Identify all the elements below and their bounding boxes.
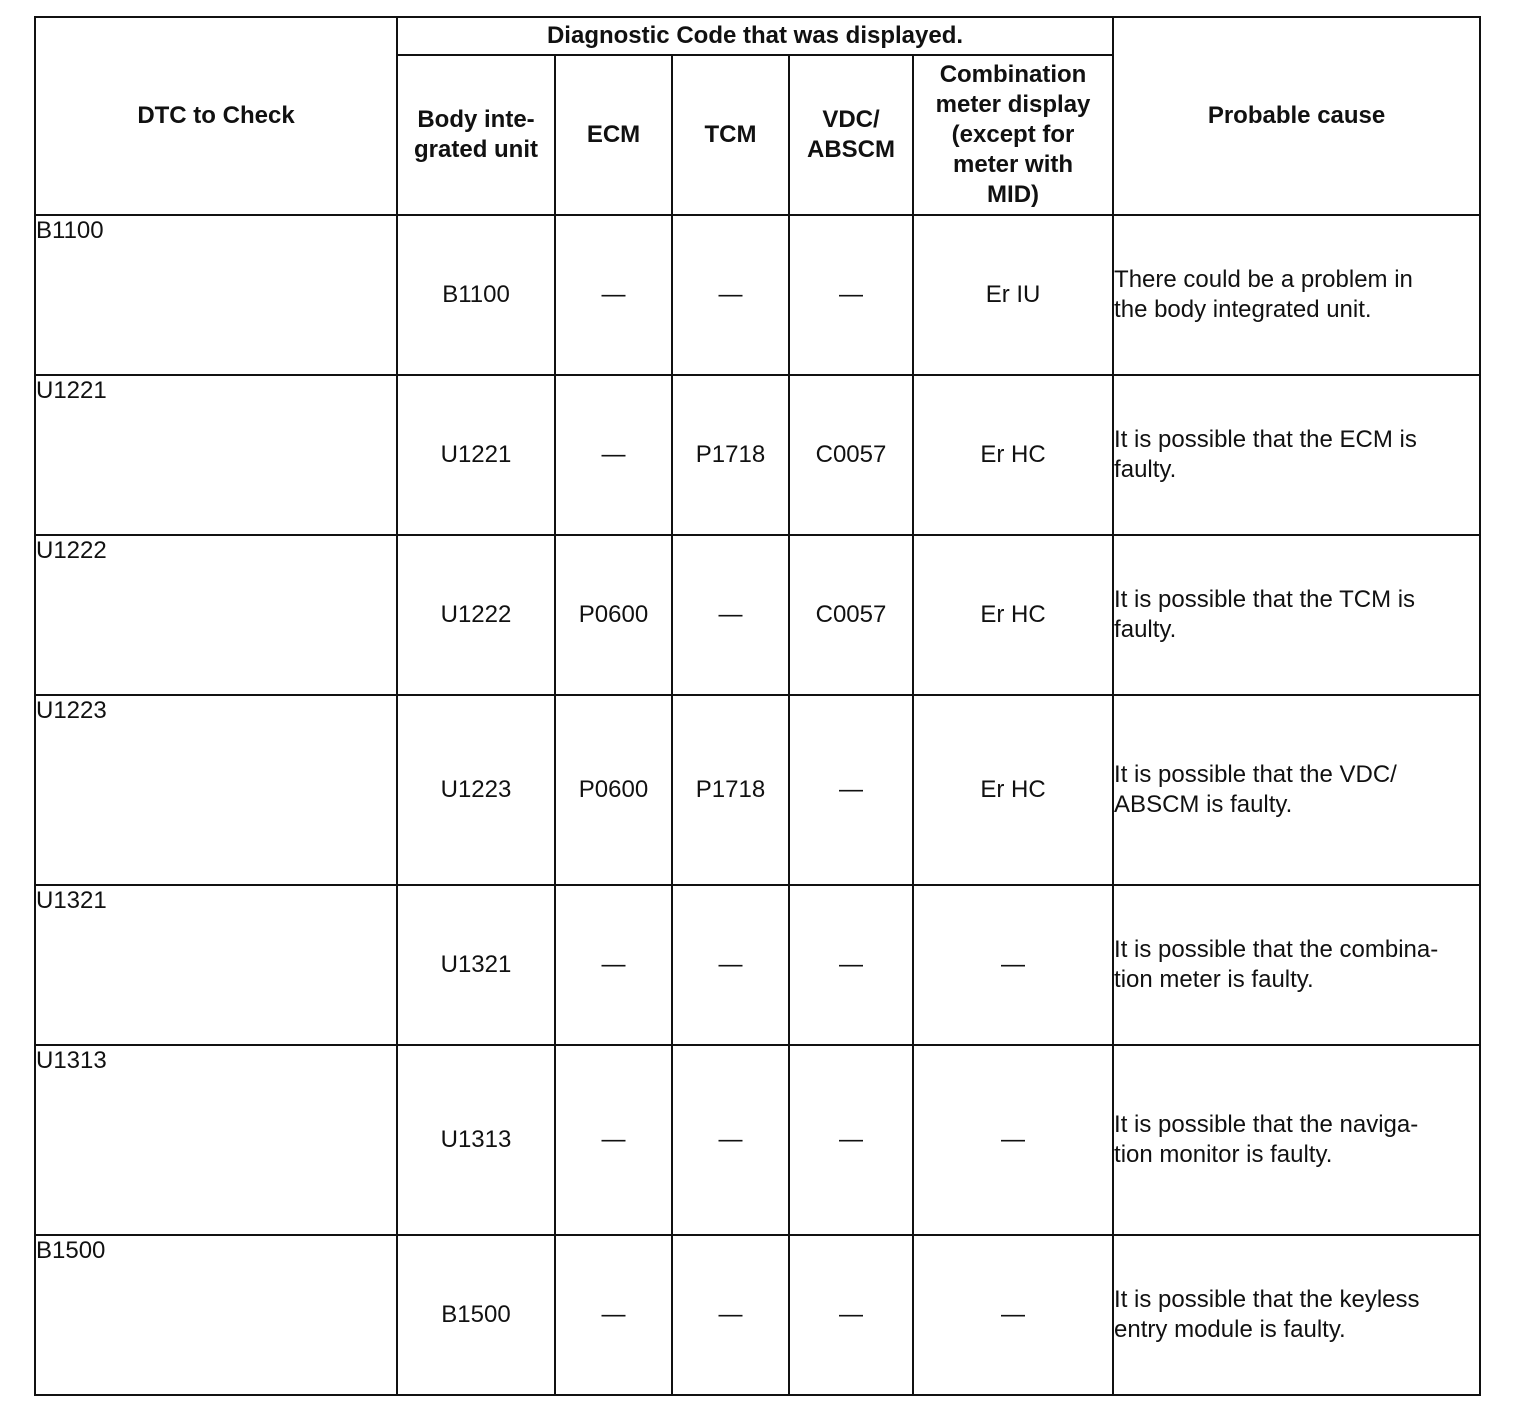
cell-ecm: — xyxy=(555,885,672,1045)
cell-tcm: — xyxy=(672,1235,789,1395)
cause-line: entry module is faulty. xyxy=(1114,1316,1346,1343)
cell-dtc-to-check: U1223 xyxy=(35,695,397,885)
cell-combination-meter: Er HC xyxy=(913,535,1113,695)
header-dtc-to-check: DTC to Check xyxy=(35,17,397,215)
cell-tcm: — xyxy=(672,535,789,695)
cell-combination-meter: — xyxy=(913,885,1113,1045)
cell-tcm: — xyxy=(672,1045,789,1235)
cause-line: faulty. xyxy=(1114,616,1177,643)
cell-ecm: P0600 xyxy=(555,695,672,885)
cell-vdc-abscm: C0057 xyxy=(789,375,913,535)
table-body xyxy=(35,215,1480,1395)
table-row xyxy=(35,215,1480,375)
cell-vdc-abscm: — xyxy=(789,215,913,375)
header-tcm: TCM xyxy=(672,55,789,215)
header-ecm: ECM xyxy=(555,55,672,215)
cell-body-integrated-unit: U1321 xyxy=(397,885,555,1045)
cause-line: It is possible that the VDC/ xyxy=(1114,761,1397,788)
table-header xyxy=(35,17,1480,215)
table-row xyxy=(35,1045,1480,1235)
cell-vdc-abscm: C0057 xyxy=(789,535,913,695)
header-line: MID) xyxy=(987,181,1040,208)
cell-vdc-abscm: — xyxy=(789,695,913,885)
header-line: Combination xyxy=(939,61,1087,88)
dtc-table xyxy=(34,16,1481,1396)
cell-probable-cause xyxy=(1113,695,1480,885)
cell-combination-meter: Er IU xyxy=(913,215,1113,375)
cause-line: It is possible that the naviga- xyxy=(1114,1111,1419,1138)
cell-vdc-abscm: — xyxy=(789,885,913,1045)
header-probable-cause: Probable cause xyxy=(1113,17,1480,215)
cause-line: tion monitor is faulty. xyxy=(1114,1141,1333,1168)
cell-ecm: P0600 xyxy=(555,535,672,695)
header-combination-meter-display xyxy=(913,55,1113,215)
cause-line: the body integrated unit. xyxy=(1114,296,1372,323)
cell-tcm: — xyxy=(672,885,789,1045)
cell-body-integrated-unit: U1222 xyxy=(397,535,555,695)
cell-probable-cause xyxy=(1113,1045,1480,1235)
cell-combination-meter: — xyxy=(913,1045,1113,1235)
header-line: VDC/ xyxy=(822,106,880,133)
cause-line: ABSCM is faulty. xyxy=(1114,791,1293,818)
cause-line: It is possible that the keyless xyxy=(1114,1286,1420,1313)
cell-ecm: — xyxy=(555,215,672,375)
table-row xyxy=(35,535,1480,695)
header-diagnostic-code-group: Diagnostic Code that was displayed. xyxy=(397,17,1113,55)
cell-probable-cause xyxy=(1113,1235,1480,1395)
cell-dtc-to-check: B1500 xyxy=(35,1235,397,1395)
cell-dtc-to-check: U1222 xyxy=(35,535,397,695)
header-line: (except for xyxy=(951,121,1075,148)
cause-line: faulty. xyxy=(1114,456,1177,483)
cause-line: It is possible that the ECM is xyxy=(1114,426,1417,453)
cell-probable-cause xyxy=(1113,535,1480,695)
cell-combination-meter: Er HC xyxy=(913,695,1113,885)
header-line: meter with xyxy=(953,151,1074,178)
cell-probable-cause xyxy=(1113,215,1480,375)
cell-dtc-to-check: U1313 xyxy=(35,1045,397,1235)
cell-probable-cause xyxy=(1113,885,1480,1045)
cell-probable-cause xyxy=(1113,375,1480,535)
cell-dtc-to-check: B1100 xyxy=(35,215,397,375)
header-line: meter display xyxy=(935,91,1091,118)
cell-tcm: P1718 xyxy=(672,375,789,535)
header-line: grated unit xyxy=(414,136,538,163)
cell-ecm: — xyxy=(555,375,672,535)
cell-body-integrated-unit: U1313 xyxy=(397,1045,555,1235)
cell-ecm: — xyxy=(555,1235,672,1395)
cell-tcm: — xyxy=(672,215,789,375)
table-row xyxy=(35,885,1480,1045)
cause-line: tion meter is faulty. xyxy=(1114,966,1314,993)
header-line: ABSCM xyxy=(807,136,895,163)
cell-ecm: — xyxy=(555,1045,672,1235)
table-row xyxy=(35,695,1480,885)
cell-vdc-abscm: — xyxy=(789,1235,913,1395)
cell-dtc-to-check: U1221 xyxy=(35,375,397,535)
header-vdc-abscm xyxy=(789,55,913,215)
cell-body-integrated-unit: U1223 xyxy=(397,695,555,885)
cell-dtc-to-check: U1321 xyxy=(35,885,397,1045)
table-row xyxy=(35,1235,1480,1395)
cell-body-integrated-unit: B1100 xyxy=(397,215,555,375)
cause-line: It is possible that the combina- xyxy=(1114,936,1439,963)
header-line: Body inte- xyxy=(417,106,535,133)
cell-combination-meter: — xyxy=(913,1235,1113,1395)
cause-line: It is possible that the TCM is xyxy=(1114,586,1416,613)
cell-body-integrated-unit: U1221 xyxy=(397,375,555,535)
header-row-group xyxy=(35,17,1480,55)
cell-vdc-abscm: — xyxy=(789,1045,913,1235)
cell-combination-meter: Er HC xyxy=(913,375,1113,535)
cause-line: There could be a problem in xyxy=(1114,266,1413,293)
cell-body-integrated-unit: B1500 xyxy=(397,1235,555,1395)
table-row xyxy=(35,375,1480,535)
cell-tcm: P1718 xyxy=(672,695,789,885)
header-body-integrated-unit xyxy=(397,55,555,215)
